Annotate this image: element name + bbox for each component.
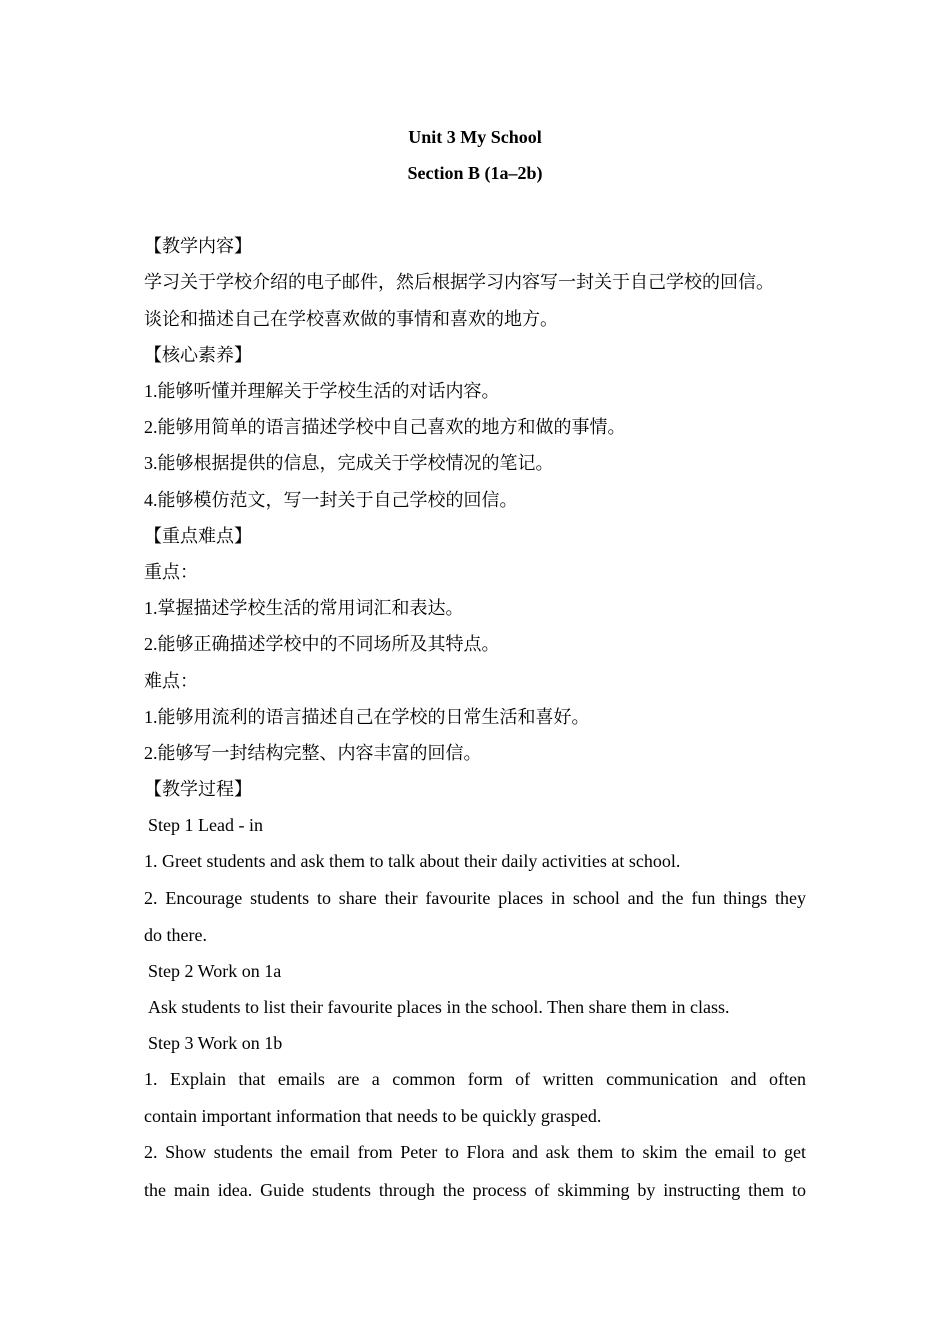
sub-heading-difficulties: 难点： — [144, 671, 198, 691]
step-heading: Step 1 Lead - in — [148, 815, 263, 835]
list-item: 1.能够听懂并理解关于学校生活的对话内容。 — [144, 381, 500, 401]
paragraph-line: 2. Show students the email from Peter to Flora and ask them to skim the email to get — [144, 1142, 806, 1162]
paragraph-line: Ask students to list their favourite places in the school. Then share them in class. — [148, 997, 730, 1017]
list-item: 4.能够模仿范文，写一封关于自己学校的回信。 — [144, 490, 518, 510]
list-item: 1.能够用流利的语言描述自己在学校的日常生活和喜好。 — [144, 707, 590, 727]
list-item: 1.掌握描述学校生活的常用词汇和表达。 — [144, 598, 464, 618]
paragraph-line: do there. — [144, 925, 207, 945]
paragraph-line: 2. Encourage students to share their favourite places in school and the fun things they — [144, 888, 806, 908]
paragraph-line: 谈论和描述自己在学校喜欢做的事情和喜欢的地方。 — [144, 309, 558, 329]
paragraph-line: 1. Explain that emails are a common form of written communication and often — [144, 1069, 806, 1089]
section-heading-core-competencies: 【核心素养】 — [144, 345, 252, 365]
list-item: 2.能够用简单的语言描述学校中自己喜欢的地方和做的事情。 — [144, 417, 626, 437]
step-heading: Step 2 Work on 1a — [148, 961, 282, 981]
section-heading-teaching-process: 【教学过程】 — [144, 779, 252, 799]
document-subtitle: Section B (1a–2b) — [407, 163, 543, 183]
document-title: Unit 3 My School — [408, 127, 542, 147]
list-item: 3.能够根据提供的信息，完成关于学校情况的笔记。 — [144, 453, 554, 473]
section-heading-key-points: 【重点难点】 — [144, 526, 252, 546]
list-item: 2.能够正确描述学校中的不同场所及其特点。 — [144, 634, 500, 654]
sub-heading-key-points: 重点： — [144, 562, 198, 582]
paragraph-line: contain important information that needs to be quickly grasped. — [144, 1106, 602, 1126]
paragraph-line: 1. Greet students and ask them to talk about their daily activities at school. — [144, 851, 681, 871]
step-heading: Step 3 Work on 1b — [148, 1033, 283, 1053]
paragraph-line: the main idea. Guide students through the process of skimming by instructing them to — [144, 1180, 806, 1200]
list-item: 2.能够写一封结构完整、内容丰富的回信。 — [144, 743, 482, 763]
paragraph-line: 学习关于学校介绍的电子邮件，然后根据学习内容写一封关于自己学校的回信。 — [144, 272, 774, 292]
section-heading-teaching-content: 【教学内容】 — [144, 236, 252, 256]
